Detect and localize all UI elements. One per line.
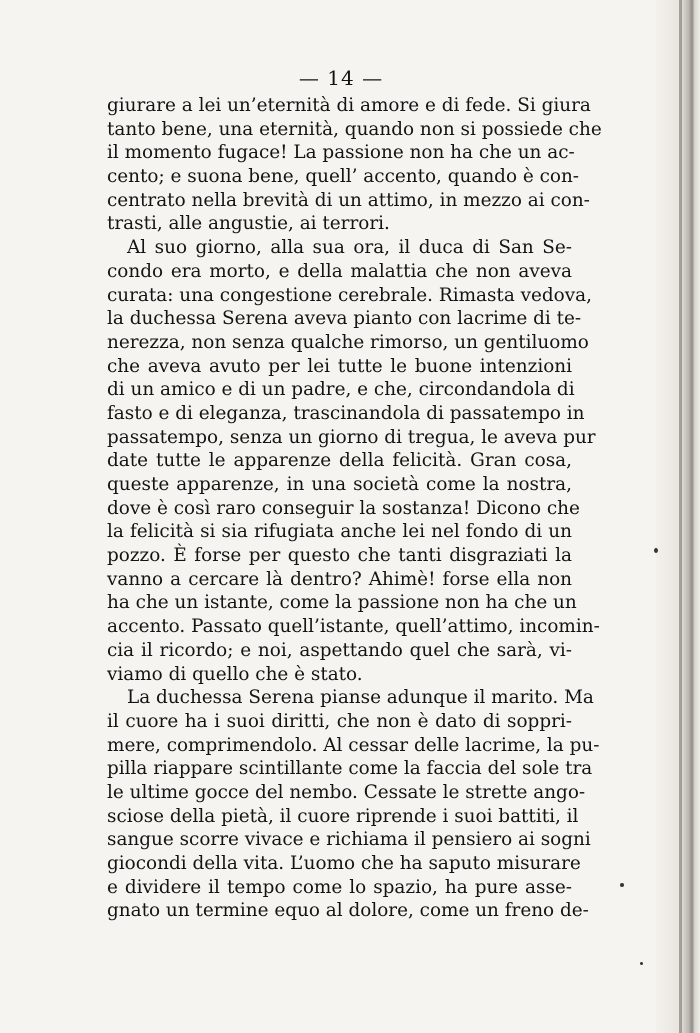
paper-speck bbox=[654, 548, 658, 553]
text-line: sangue scorre vivace e richiama il pensiero ai sogni bbox=[107, 829, 591, 851]
page-edge-shadow bbox=[656, 0, 700, 1033]
body-text bbox=[107, 94, 602, 923]
text-line: cento; e suona bene, quell’ accento, quando è con- bbox=[107, 166, 580, 188]
text-line: pilla riappare scintillante come la faccia del sole tra bbox=[107, 758, 593, 780]
text-line: tanto bene, una eternità, quando non si possiede che bbox=[107, 118, 602, 140]
text-line: queste apparenze, in una società come la nostra, bbox=[107, 474, 572, 495]
text-line: ha che un istante, come la passione non ha che un bbox=[107, 592, 577, 614]
text-line: le ultime gocce del nembo. Cessate le strette ango- bbox=[107, 781, 586, 803]
text-line: curata: una congestione cerebrale. Rimasta vedova, bbox=[107, 284, 592, 306]
text-line: centrato nella brevità di un attimo, in mezzo ai con- bbox=[107, 189, 590, 211]
page-binding-line bbox=[679, 0, 682, 1033]
text-line: mere, comprimendolo. Al cessar delle lacrime, la pu- bbox=[107, 734, 600, 756]
text-line: pozzo. È forse per questo che tanti disgraziati la bbox=[107, 545, 572, 567]
text-line: date tutte le apparenze della felicità. Gran cosa, bbox=[107, 450, 572, 472]
text-line: condo era morto, e della malattia che non aveva bbox=[107, 260, 572, 282]
text-line: sciose della pietà, il cuore riprende i suoi battiti, il bbox=[107, 805, 579, 827]
text-line: Al suo giorno, alla sua ora, il duca di San Se- bbox=[127, 237, 572, 259]
text-line: viamo di quello che è stato. bbox=[107, 663, 363, 685]
paper-speck bbox=[640, 962, 643, 965]
text-line: il momento fugace! La passione non ha che un ac- bbox=[107, 142, 575, 164]
text-line: trasti, alle angustie, ai terrori. bbox=[107, 213, 390, 235]
text-line: di un amico e di un padre, e che, circondandola di bbox=[107, 379, 575, 401]
text-line: giurare a lei un’eternità di amore e di fede. Si giura bbox=[107, 95, 591, 116]
text-line: fasto e di eleganza, trascinandola di passatempo in bbox=[107, 402, 585, 424]
text-line: dove è così raro conseguir la sostanza! Dicono che bbox=[107, 497, 580, 519]
text-line: il cuore ha i suoi diritti, che non è dato di soppri- bbox=[107, 710, 572, 732]
paper-speck bbox=[620, 883, 624, 887]
text-line: giocondi della vita. L’uomo che ha saputo misurare bbox=[107, 853, 581, 874]
text-line: cia il ricordo; e noi, aspettando quel che sarà, vi- bbox=[107, 639, 572, 661]
text-line: passatempo, senza un giorno di tregua, le aveva pur bbox=[107, 426, 596, 448]
text-line: e dividere il tempo come lo spazio, ha pure asse- bbox=[107, 876, 572, 898]
text-line: La duchessa Serena pianse adunque il marito. Ma bbox=[127, 687, 594, 709]
page-number: — 14 — bbox=[298, 66, 384, 90]
text-line: accento. Passato quell’istante, quell’attimo, incomin- bbox=[107, 616, 600, 638]
text-line: che aveva avuto per lei tutte le buone intenzioni bbox=[107, 355, 572, 377]
text-line: la felicità si sia rifugiata anche lei nel fondo di un bbox=[107, 521, 572, 543]
text-line: la duchessa Serena aveva pianto con lacrime di te- bbox=[107, 308, 582, 330]
text-line: vanno a cercare là dentro? Ahimè! forse ella non bbox=[107, 568, 572, 590]
text-line: nerezza, non senza qualche rimorso, un gentiluomo bbox=[107, 331, 589, 353]
text-line: gnato un termine equo al dolore, come un freno de- bbox=[107, 900, 589, 922]
